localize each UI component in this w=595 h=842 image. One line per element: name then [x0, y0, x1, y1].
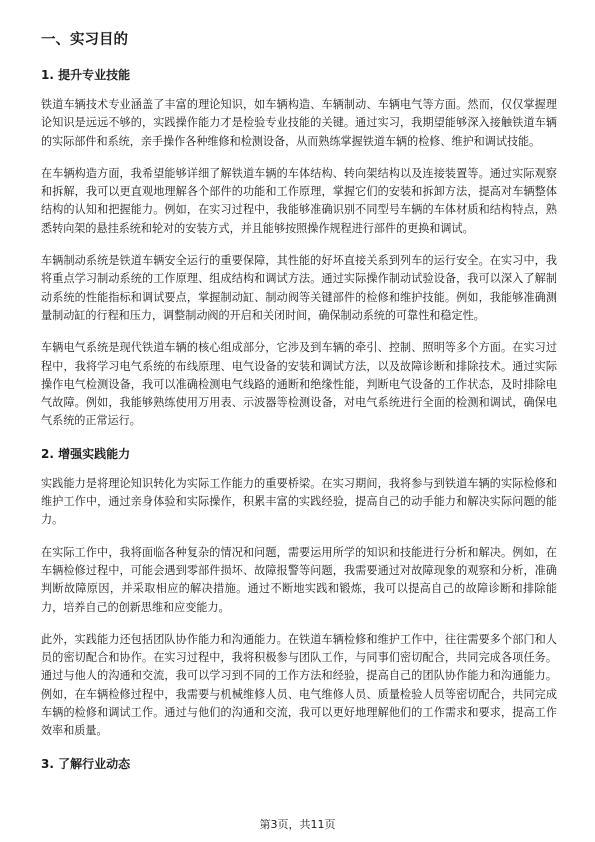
subsection-heading-2: 2. 增强实践能力	[41, 446, 131, 461]
paragraph: 车辆电气系统是现代铁道车辆的核心组成部分，它涉及到车辆的牵引、控制、照明等多个方面。在实习过程中，我将学习电气系统的布线原理、电气设备的安装和调试方法，以及故障诊断和排除技术。通过实际操作电气检测设备，我可以准确检测电气线路的通断和绝缘性能，判断电气设备的工作状态，及时排除电气故障。例如，我能够熟练使用万用表、示波器等检测设备，对电气系统进行全面的检测和调试，确保电气系统的正常运行。	[41, 341, 557, 428]
subsection-heading-1: 1. 提升专业技能	[41, 68, 131, 82]
paragraph: 此外，实践能力还包括团队协作能力和沟通能力。在铁道车辆检修和维护工作中，往往需要多个部门和人员的密切配合和协作。在实习过程中，我将积极参与团队工作，与同事们密切配合，共同完成各项任务。通过与他人的沟通和交流，我可以学习到不同的工作方法和经验，提高自己的团队协作能力和沟通能力。例如，在车辆检修过程中，我需要与机械维修人员、电气维修人员、质量检验人员等密切配合，共同完成车辆的检修和调试工作。通过与他们的沟通和交流，我可以更好地理解他们的工作需求和要求，提高工作效率和质量。	[41, 632, 557, 738]
paragraph: 在实际工作中，我将面临各种复杂的情况和问题，需要运用所学的知识和技能进行分析和解决。例如，在车辆检修过程中，可能会遇到零部件损坏、故障报警等问题，我需要通过对故障现象的观察和分析，准确判断故障原因，并采取相应的解决措施。通过不断地实践和锻炼，我可以提高自己的故障诊断和排除能力，培养自己的创新思维和应变能力。	[41, 545, 557, 614]
paragraph: 在车辆构造方面，我希望能够详细了解铁道车辆的车体结构、转向架结构以及连接装置等。通过实际观察和拆解，我可以更直观地理解各个部件的功能和工作原理，掌握它们的安装和拆卸方法，提高对车辆整体结构的认知和把握能力。例如，在实习过程中，我能够准确识别不同型号车辆的车体材质和结构特点，熟悉转向架的悬挂系统和轮对的安装方式，并且能够按照操作规程进行部件的更换和调试。	[41, 166, 557, 235]
document-body	[41, 30, 557, 785]
paragraph: 车辆制动系统是铁道车辆安全运行的重要保障，其性能的好坏直接关系到列车的运行安全。在实习中，我将重点学习制动系统的工作原理、组成结构和调试方法。通过实际操作制动试验设备，我可以深入了解制动系统的性能指标和调试要点，掌握制动缸、制动阀等关键部件的检修和维护技能。例如，我能够准确测量制动缸的行程和压力，调整制动阀的开启和关闭时间，确保制动系统的可靠性和稳定性。	[41, 254, 557, 322]
subsection-heading-3: 3. 了解行业动态	[41, 756, 131, 771]
paragraph: 实践能力是将理论知识转化为实际工作能力的重要桥梁。在实习期间，我将参与到铁道车辆的实际检修和维护工作中，通过亲身体验和实际操作，积累丰富的实践经验，提高自己的动手能力和解决实际问题的能力。	[41, 476, 557, 527]
paragraph: 铁道车辆技术专业涵盖了丰富的理论知识，如车辆构造、车辆制动、车辆电气等方面。然而，仅仅掌握理论知识是远远不够的，实践操作能力才是检验专业技能的关键。通过实习，我期望能够深入接触铁道车辆的实际部件和系统，亲手操作各种维修和检测设备，从而熟练掌握铁道车辆的检修、维护和调试技能。	[41, 98, 557, 148]
section-title: 一、实习目的	[41, 32, 128, 48]
page-number-footer: 第3页，共11页	[259, 818, 336, 831]
